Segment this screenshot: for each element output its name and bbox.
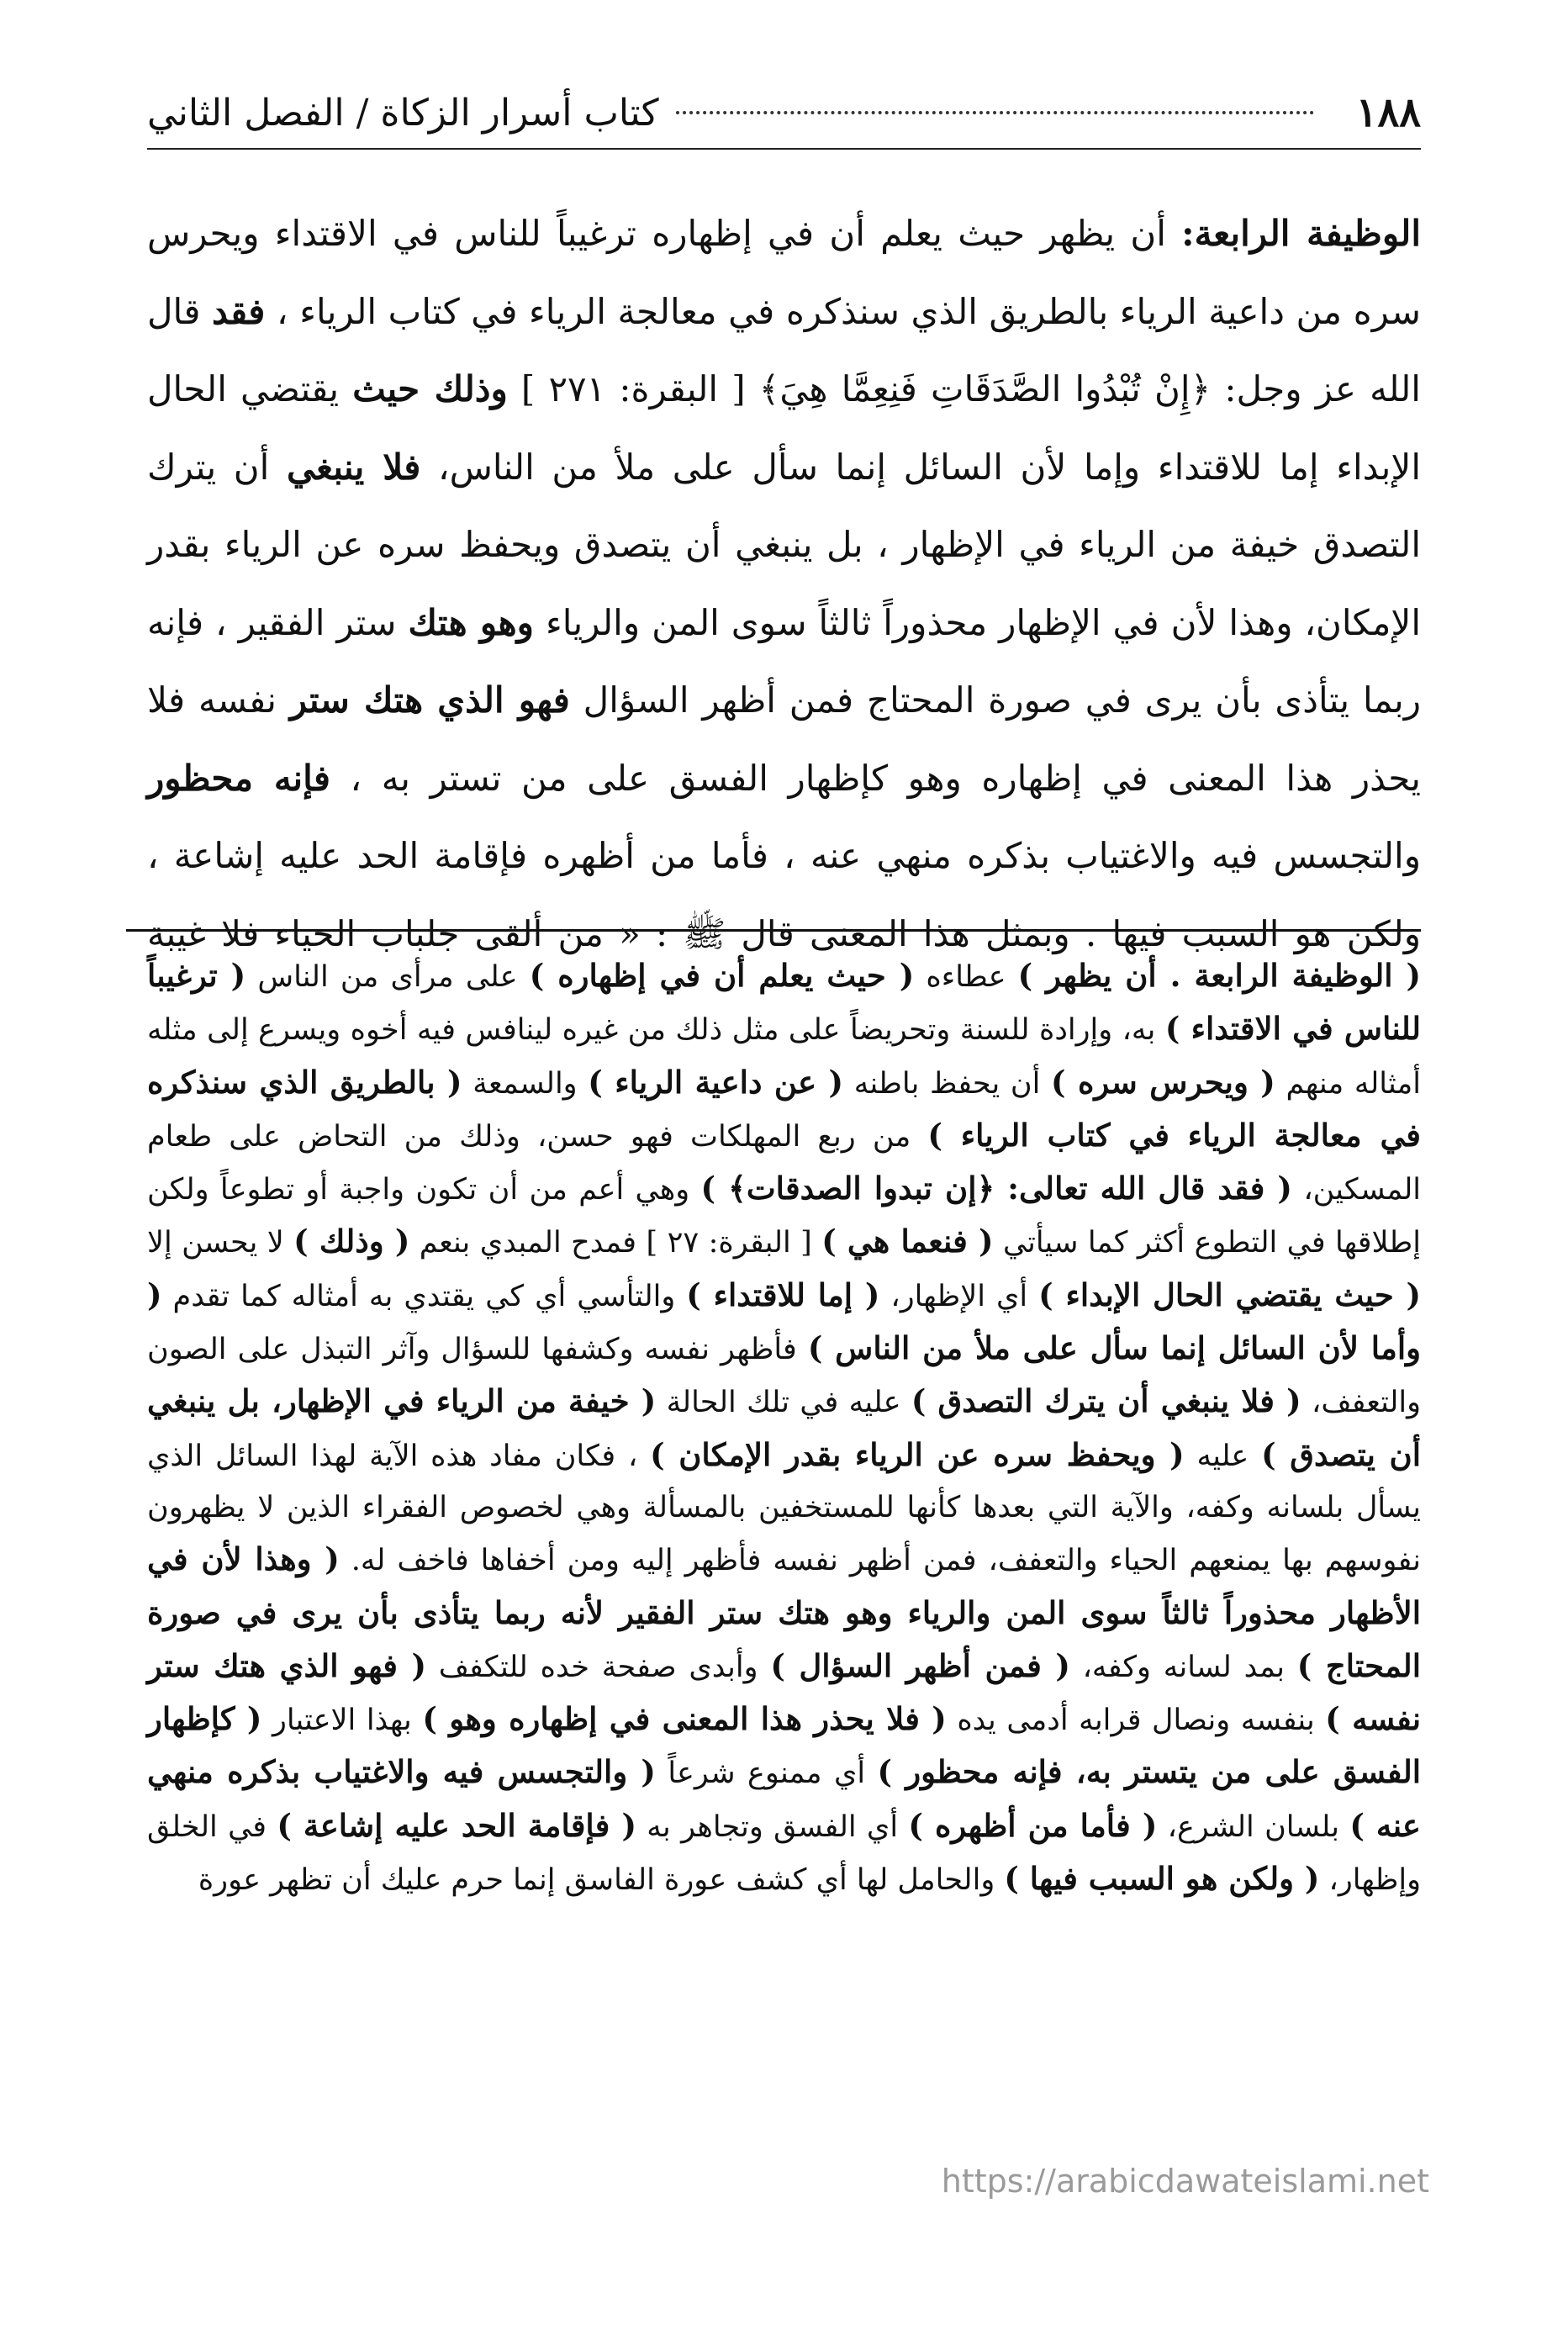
commentary-text: من ربع المهلكات فهو حسن، وذلك من التحاض على طعام المسكين،: [147, 1119, 1421, 1207]
commentary-quote: ( ترغيباً للناس في الاقتداء ): [147, 957, 1422, 1048]
footnote-separator: [126, 929, 1421, 932]
commentary-text: وهي أعم من أن تكون واجبة أو تطوعاً ولكن إطلاقها في التطوع أكثر كما سيأتي: [147, 1173, 1421, 1260]
commentary-text: في الخلق وإظهار،: [147, 1809, 1421, 1898]
main-bold-run: فلا ينبغي: [286, 446, 421, 488]
commentary-quote: ( وأما لأن السائل إنما سأل على ملأ من الناس ): [147, 1276, 1421, 1367]
commentary-quote: ( فمن أظهر السؤال ): [770, 1646, 1070, 1684]
header-leader-dots: [676, 111, 1314, 114]
commentary-quote: ( ويحفظ سره عن الرياء بقدر الإمكان ): [650, 1435, 1185, 1473]
commentary-quote: ( فنعما هي ): [821, 1223, 994, 1260]
commentary-text: أي الفسق وتجاهر به: [636, 1809, 909, 1844]
commentary-quote: ( إما للاقتداء ): [686, 1276, 880, 1313]
commentary-quote: ( بالطريق الذي سنذكره في معالجة الرياء في كتاب الرياء ): [147, 1063, 1421, 1154]
main-text-run: أن يترك التصدق خيفة من الرياء في الإظهار ، بل ينبغي أن يتصدق ويحفظ سره عن الرياء بقدر الإمكان، وهذا لأن في الإظهار محذوراً ثالثاً سوى المن والرياء: [147, 446, 1421, 643]
commentary-quote: ( فقد قال الله تعالى: ﴿إن تبدوا الصدقات﴾ ): [700, 1170, 1292, 1207]
commentary-text: فأظهر نفسه وكشفها للسؤال وآثر التبذل على الصون والتعفف،: [147, 1333, 1422, 1420]
commentary-quote: ( وهذا لأن في الأظهار محذوراً ثالثاً سوى المن والرياء وهو هتك ستر الفقير لأنه ربما يتأذى بأن يرى في صورة المحتاج ): [147, 1540, 1421, 1684]
commentary-text: والسمعة: [462, 1066, 589, 1101]
commentary-quote: ( خيفة من الرياء في الإظهار، بل ينبغي أن يتصدق ): [147, 1382, 1421, 1473]
main-text-run: يقتضي الحال الإبداء إما للاقتداء وإما لأن السائل إنما سأل على ملأ من الناس،: [147, 368, 1421, 488]
commentary-text: عليه: [1184, 1439, 1262, 1473]
commentary-text: ، فكان مفاد هذه الآية لهذا السائل الذي يسأل بلسانه وكفه، والآية التي بعدها كأنها للمستخفين بالمسألة وهي لخصوص الفقراء الذين لا يظهرون نفوسهم بها يمنعهم الحياء والتعفف، فمن أظهر نفسه فأظهر إليه ومن أخفاها فاخف له.: [147, 1439, 1421, 1578]
commentary-text: أن يحفظ باطنه: [843, 1066, 1052, 1101]
commentary-quote: ( فهو الذي هتك ستر نفسه ): [147, 1646, 1422, 1738]
commentary-text: لا يحسن إلا: [147, 1226, 294, 1260]
commentary-text: بلسان الشرع،: [1157, 1809, 1350, 1844]
commentary-quote: ( والتجسس فيه والاغتياب بذكره منهي عنه ): [147, 1753, 1421, 1844]
commentary-text: عطاءه: [914, 960, 1018, 994]
commentary-paragraph: [147, 950, 1421, 1906]
commentary-quote: ( ويحرس سره ): [1051, 1063, 1275, 1101]
main-text-run: أن يظهر حيث يعلم أن في إظهاره ترغيباً للناس في الاقتداء ويحرس سره من داعية الرياء بالطريق الذي سنذكره في معالجة الرياء في كتاب الرياء ،: [147, 213, 1421, 332]
commentary-text: أي الإظهار،: [879, 1279, 1039, 1313]
source-watermark: https://arabicdawateislami.net: [941, 2163, 1429, 2200]
commentary-text: على مرأى من الناس: [245, 960, 530, 994]
commentary-quote: ( حيث يعلم أن في إظهاره ): [529, 957, 915, 994]
main-text-run: والتجسس فيه والاغتياب بذكره منهي عنه ، فأما من أظهره فإقامة الحد عليه إشاعة ، ولكن هو السبب فيها . وبمثل هذا المعنى قال ﷺ : « من ألقى جلباب الحياء فلا غيبة: [147, 835, 1421, 954]
main-text-run: نفسه فلا يحذر هذا المعنى في إظهاره وهو كإظهار الفسق على من تستر به ،: [147, 679, 1421, 799]
commentary-quote: ( فأما من أظهره ): [908, 1806, 1158, 1844]
commentary: [147, 950, 1421, 1906]
commentary-text: والحامل لها أي كشف عورة الفاسق إنما حرم عليك أن تظهر عورة: [198, 1863, 1005, 1898]
commentary-quote: ( حيث يقتضي الحال الإبداء ): [1038, 1276, 1421, 1313]
commentary-quote: ( فلا يحذر هذا المعنى في إظهاره وهو ): [422, 1700, 947, 1738]
commentary-text: به، وإرادة للسنة وتحريضاً على مثل ذلك من غيره لينافس فيه أخوه ويسرع إلى مثله أمثاله منهم: [147, 1013, 1421, 1101]
main-bold-run: فهو الذي هتك ستر: [289, 679, 570, 721]
main-text-run: قال الله عز وجل: ﴿إِنْ تُبْدُوا الصَّدَقَاتِ فَنِعِمَّا هِيَ﴾ [ البقرة: ٢٧١ ]: [147, 290, 1421, 409]
commentary-text: عليه في تلك الحالة: [656, 1386, 911, 1420]
main-bold-run: فقد: [212, 290, 266, 332]
page-header: [147, 77, 1421, 150]
commentary-text: وأبدى صفحة خده للتكفف: [425, 1650, 771, 1684]
commentary-text: والتأسي أي كي يقتدي به أمثاله كما تقدم: [161, 1279, 687, 1313]
running-title: كتاب أسرار الزكاة / الفصل الثاني: [147, 91, 659, 135]
commentary-quote: ( الوظيفة الرابعة . أن يظهر ): [1017, 957, 1421, 994]
main-bold-run: فإنه محظور: [147, 757, 330, 799]
main-bold-run: وذلك حيث: [352, 368, 508, 409]
main-text-run: ستر الفقير ، فإنه ربما يتأذى بأن يرى في صورة المحتاج فمن أظهر السؤال: [147, 601, 1421, 721]
commentary-text: أي ممنوع شرعاً: [655, 1757, 878, 1791]
commentary-quote: ( كإظهار الفسق على من يتستر به، فإنه محظور ): [147, 1700, 1422, 1791]
commentary-text: بنفسه ونصال قرابه أدمى يده: [946, 1704, 1326, 1738]
commentary-quote: ( ولكن هو السبب فيها ): [1004, 1860, 1320, 1898]
commentary-quote: ( فلا ينبغي أن يترك التصدق ): [911, 1382, 1301, 1420]
commentary-text: بهذا الاعتبار: [261, 1704, 423, 1738]
main-paragraph: [147, 195, 1421, 973]
section-lead: الوظيفة الرابعة:: [1181, 213, 1421, 254]
main-text: [147, 195, 1421, 973]
commentary-quote: ( وذلك ): [293, 1223, 410, 1260]
commentary-text: [ البقرة: ٢٧ ] فمدح المبدي بنعم: [409, 1226, 822, 1260]
page-number: ١٨٨: [1355, 89, 1421, 136]
commentary-quote: ( فإقامة الحد عليه إشاعة ): [277, 1806, 636, 1844]
commentary-quote: ( عن داعية الرياء ): [588, 1063, 844, 1101]
commentary-text: بمد لسانه وكفه،: [1069, 1650, 1297, 1684]
main-bold-run: وهو هتك: [408, 601, 534, 643]
